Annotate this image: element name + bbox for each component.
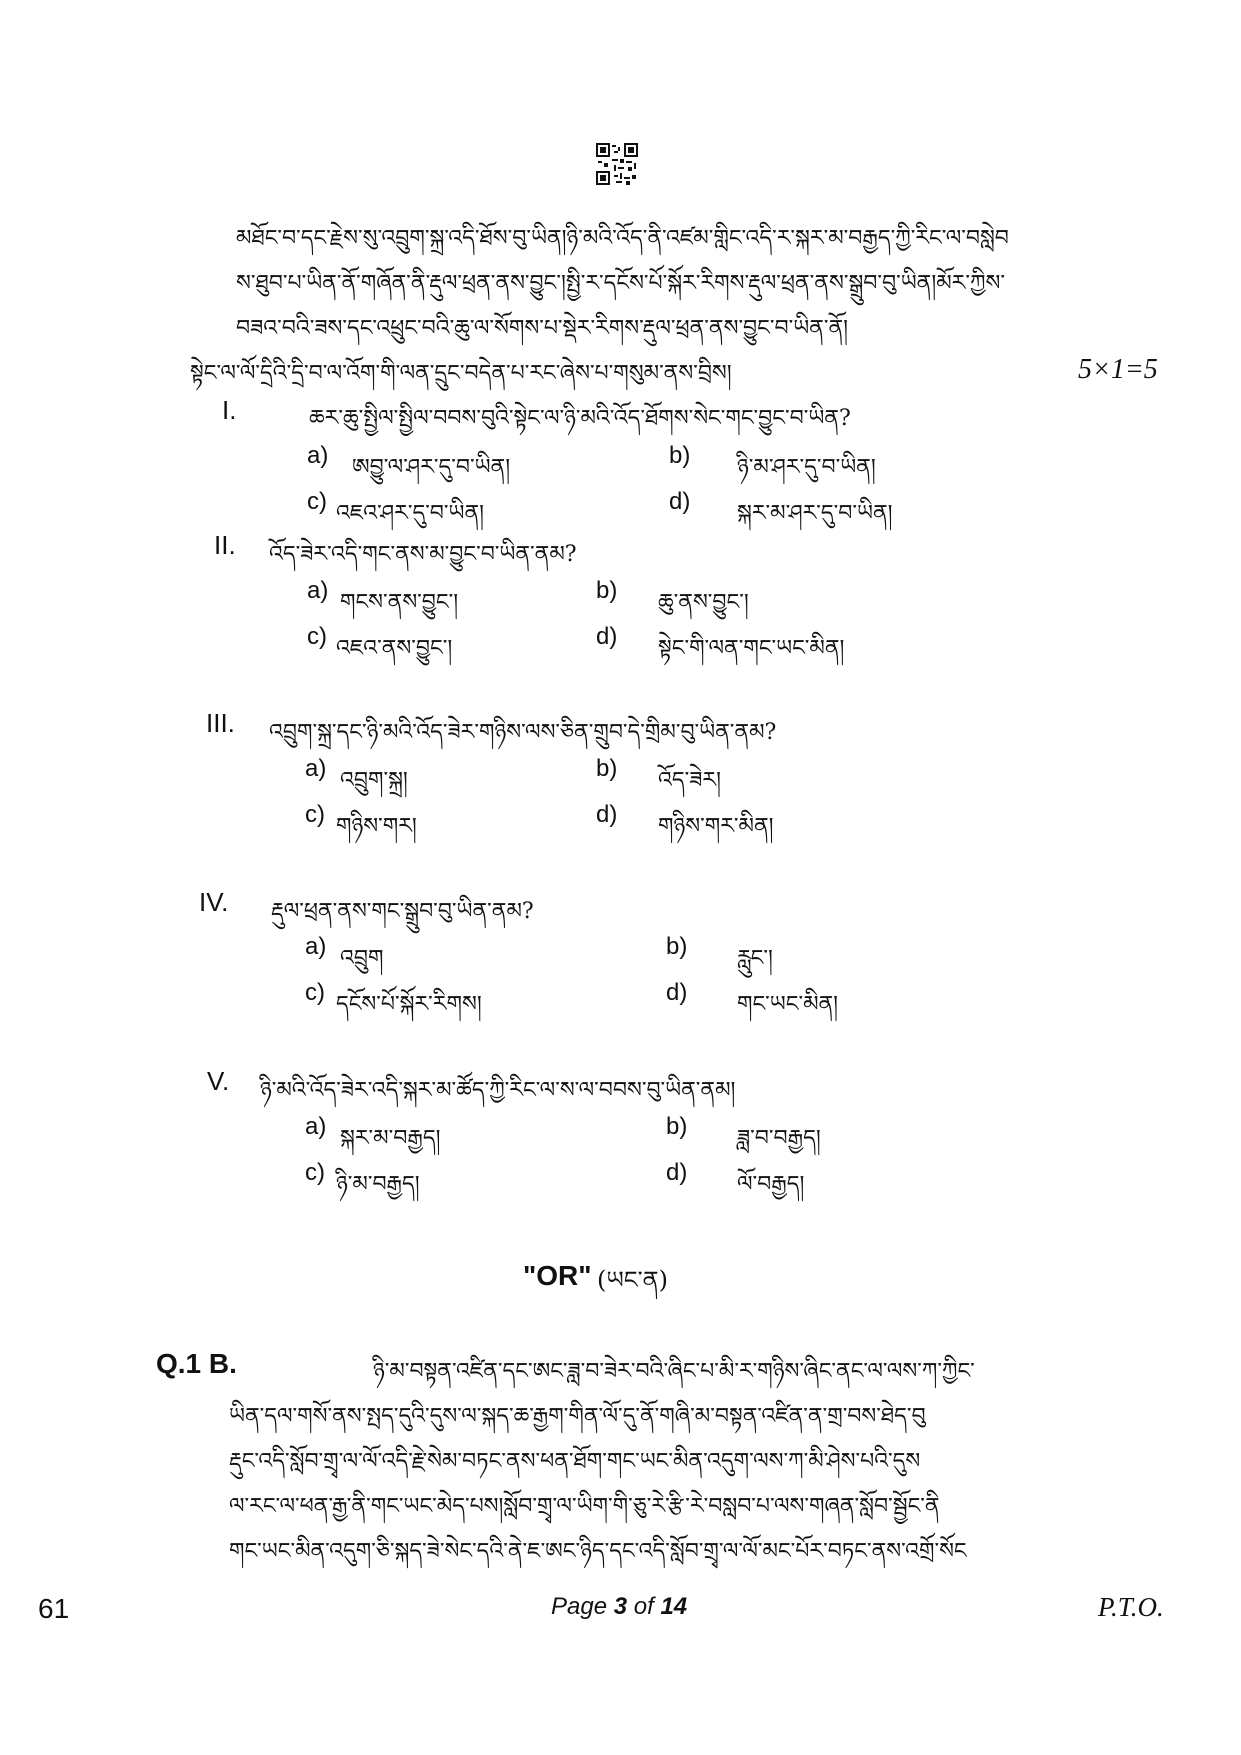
option-letter: a) — [305, 933, 327, 960]
q1b-passage-line-2: ཡིན་དལ་གསོ་ནས་སྤད་དུའི་དུས་ལ་སྐད་ཆ་རྒྱག་གིན་ལོ་དུ་ནོ་གཞི་མ་བསྟན་འཛིན་ན་གྲ་བས་ཐེད་བུ — [229, 1404, 926, 1429]
option-text: གཉིས་གར། — [336, 814, 417, 839]
pto-label: P.T.O. — [1098, 1592, 1164, 1622]
question-text-3: འབྲུག་སྐྲ་དང་ཉི་མའི་འོད་ཟེར་གཉིས་ལས་ཅིན་གྲུབ་དེ་གྲིམ་བུ་ཡིན་ནམ? — [269, 720, 777, 745]
option-text: གང་ཡང་མིན། — [737, 992, 839, 1017]
option-text: འཇའ་ནས་བྱུང་། — [336, 636, 453, 661]
passage-line-3: བཟའ་བའི་ཟས་དང་འཕྲུང་བའི་ཆུ་ལ་སོགས་པ་སྡེར་རིགས་རྡུལ་ཕྲན་ནས་བྱུང་བ་ཡིན་ནོ། — [236, 316, 848, 341]
option-letter: b) — [669, 442, 691, 469]
option-text: འབྲུག — [340, 946, 384, 971]
paper-code: 61 — [38, 1593, 70, 1624]
option-letter: a) — [307, 442, 329, 469]
question-text-4: རྡུལ་ཕྲན་ནས་གང་སྒྲུབ་བུ་ཡིན་ནམ? — [271, 899, 534, 924]
passage-instruction: སྟེང་ལ་ལོ་དྲིའི་དྲི་བ་ལ་འོག་གི་ལན་དྲུང་བདེན་པ་རང་ཞེས་པ་གསུམ་ནས་བྲིས། — [190, 361, 732, 386]
or-label: "OR" — [523, 1260, 592, 1291]
q1b-passage-line-1: ཉི་མ་བསྟན་འཛིན་དང་ཨང་ཟླ་བ་ཟེར་བའི་ཞིང་པ་མི་ར་གཉིས་ཞིང་ནང་ལ་ལས་ཀ་ཀྱིང་ — [373, 1359, 975, 1384]
option-letter: b) — [666, 933, 688, 960]
marks-allocation: 5×1=5 — [1078, 354, 1158, 385]
option-letter: b) — [666, 1113, 688, 1140]
option-text: ཉི་མ་ཤར་དུ་བ་ཡིན། — [737, 455, 876, 480]
option-letter: d) — [596, 623, 618, 650]
question-text-5: ཉི་མའི་འོད་ཟེར་འདི་སྐར་མ་ཚོད་ཀྱི་རིང་ལ་ས་ལ་བབས་བུ་ཡིན་ནམ། — [260, 1078, 736, 1103]
option-text: ཉི་མ་བརྒྱད། — [336, 1172, 420, 1197]
qr-code — [596, 143, 638, 185]
option-text: ཟླ་བ་བརྒྱད། — [737, 1126, 821, 1151]
option-letter: d) — [666, 979, 688, 1006]
q1b-passage-line-4: ལ་རང་ལ་ཕན་རྒྱ་ནི་གང་ཡང་མེད་པས།སློབ་གྲྭ་ལ་ཡིག་གི་ཅུ་རེ་རྩི་རེ་བསླབ་པ་ལས་གཞན་སློབ་སྦྱོང་ནི — [229, 1494, 940, 1519]
option-text: འོད་ཟེར། — [658, 768, 721, 793]
q1b-passage-line-5: གང་ཡང་མིན་འདུག་ཅི་སྐད་ཟེ་སེང་དའི་ནེ་ཇ་ཨང་ཉིད་དང་འདི་སློབ་གྲྭ་ལ་ལོ་མང་པོར་བཏང་ནས་འགྲོ་སོང — [229, 1539, 967, 1564]
option-text: ཆུ་ནས་བྱུང་། — [658, 590, 749, 615]
option-letter: d) — [669, 488, 691, 515]
question-number-4: IV. — [199, 887, 229, 917]
question-text-1: ཆར་ཆུ་སྤྱིལ་སྤྱིལ་བབས་བུའི་སྟེང་ལ་ཉི་མའི་འོད་ཐོགས་སེང་གང་བྱུང་བ་ཡིན? — [309, 406, 851, 431]
question-text-2: འོད་ཟེར་འདི་གང་ནས་མ་བྱུང་བ་ཡིན་ནམ? — [269, 542, 577, 567]
page-number: Page 3 of 14 — [551, 1593, 688, 1620]
passage-line-2: ས་ཐུབ་པ་ཡིན་ནོ་གཞོན་ནི་རྡུལ་ཕྲན་ནས་བྱུང་།སྤྱི་ར་དངོས་པོ་སྐོར་རིགས་རྡུལ་ཕྲན་ནས་སྒྲུབ་བུ་ཡིན།མོར་ཀྱིས་ — [236, 271, 1005, 296]
option-letter: c) — [305, 801, 325, 828]
option-letter: c) — [307, 623, 327, 650]
option-text: སྟེང་གི་ལན་གང་ཡང་མིན། — [658, 636, 845, 661]
option-letter: c) — [307, 488, 327, 515]
or-label-tibetan: (ཡང་ན) — [597, 1266, 669, 1294]
option-text: གཉིས་གར་མིན། — [658, 814, 774, 839]
option-text: རླུང་། — [737, 946, 773, 971]
question-number-3: III. — [206, 708, 235, 738]
question-1b-label: Q.1 B. — [156, 1348, 237, 1379]
option-letter: a) — [305, 1113, 327, 1140]
option-text: སྐར་མ་བརྒྱད། — [340, 1126, 441, 1151]
question-number-5: V. — [207, 1066, 230, 1096]
option-text: ཨབྱུ་ལ་ཤར་དུ་བ་ཡིན། — [352, 455, 511, 480]
option-letter: d) — [666, 1159, 688, 1186]
option-text: གངས་ནས་བྱུང་། — [340, 590, 459, 615]
q1b-passage-line-3: རྡུང་འདི་སློབ་གྲྭ་ལ་ལོ་འདི་རྗེ་སེམ་བཏང་ནས་ཕན་ཐོག་གང་ཡང་མིན་འདུག་ལས་ཀ་མི་ཤེས་པའི་དུས — [229, 1449, 921, 1474]
option-letter: b) — [596, 577, 618, 604]
option-text: འཇའ་ཤར་དུ་བ་ཡིན། — [336, 501, 485, 526]
option-text: དངོས་པོ་སྐོར་རིགས། — [336, 992, 482, 1017]
option-letter: c) — [305, 979, 325, 1006]
option-letter: b) — [596, 755, 618, 782]
question-number-2: II. — [214, 530, 236, 560]
option-letter: a) — [305, 755, 327, 782]
option-letter: d) — [596, 801, 618, 828]
option-text: སྐར་མ་ཤར་དུ་བ་ཡིན། — [737, 501, 893, 526]
option-text: ལོ་བརྒྱད། — [737, 1172, 805, 1197]
option-text: འབྲུག་སྐྲ། — [340, 768, 408, 793]
question-number-1: I. — [222, 395, 237, 425]
option-letter: a) — [307, 577, 329, 604]
option-letter: c) — [305, 1159, 325, 1186]
passage-line-1: མཐོང་བ་དང་རྗེས་སུ་འབྲུག་སྐྲ་འདི་ཐོས་བུ་ཡིན།ཉི་མའི་འོད་ནི་འཛམ་གླིང་འདི་ར་སྐར་མ་བརྒྱད་ཀྱི་རིང་ལ་བསླེབ — [236, 226, 1009, 251]
